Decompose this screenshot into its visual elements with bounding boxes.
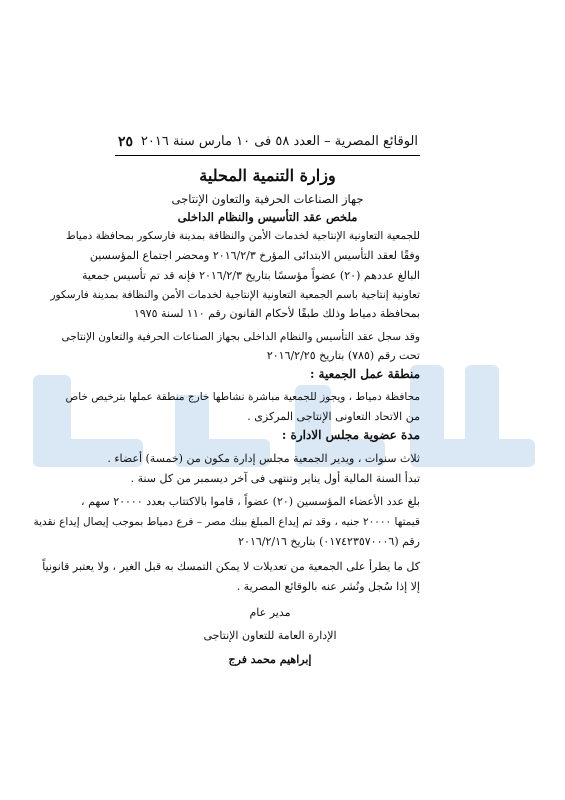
header-rule [115, 155, 420, 156]
body-line: بلغ عدد الأعضاء المؤسسين (٢٠) عضواً ، قاموا بالاكتتاب بعدد ٢٠٠٠٠ سهم ، [81, 495, 420, 508]
body-line: محافظة دمياط ، ويجوز للجمعية مباشرة نشاطها خارج منطقة عملها بترخيص خاص [65, 391, 420, 403]
body-line: بمحافظة دمياط وذلك طبقًا لأحكام القانون رقم ١١٠ لسنة ١٩٧٥ [133, 307, 420, 320]
page-number: ٢٥ [118, 134, 134, 150]
body-line: قيمتها ٢٠٠٠٠ جنيه ، وقد تم إيداع المبلغ ببنك مصر – فرع دمياط بموجب إيصال إيداع نقدية [33, 516, 420, 528]
body-line: من الاتحاد التعاونى الإنتاجى المركزى . [247, 410, 420, 423]
body-line: وفقًا لعقد التأسيس الابتدائى المؤرخ ٢٠١٦/٢/٣ ومحضر اجتماع المؤسسين [89, 249, 420, 262]
body-line: ثلاث سنوات ، ويدير الجمعية مجلس إدارة مكون من (خمسة) أعضاء . [107, 452, 420, 465]
body-line: وقد سجل عقد التأسيس والنظام الداخلى بجهاز الصناعات الحرفية والتعاون الإنتاجى [61, 331, 420, 343]
body-line: تبدأ السنة المالية أول يناير وتنتهى فى آخر ديسمبر من كل سنة . [130, 472, 420, 485]
association-name: للجمعية التعاونية الإنتاجية لخدمات الأمن والنظافة بمدينة فارسكور بمحافظة دمياط [65, 230, 420, 242]
authority-name: جهاز الصناعات الحرفية والتعاون الإنتاجى [171, 192, 364, 206]
document-title: ملخص عقد التأسيس والنظام الداخلى [177, 210, 358, 224]
section-heading-board-term: مدة عضوية مجلس الادارة : [281, 428, 420, 442]
signature-title: مدير عام [249, 606, 291, 619]
body-line: تعاونية إنتاجية باسم الجمعية التعاونية الإنتاجية لخدمات الأمن والنظافة بمدينة فارسكور [50, 289, 420, 301]
body-line: البالغ عددهم (٢٠) عضواً مؤسسًا بتاريخ ٢٠١٦/٢/٣ فإنه قد تم تأسيس جمعية [81, 269, 420, 282]
body-line: كل ما يطرأ على الجمعية من تعديلات لا يمكن التمسك به قبل الغير ، ولا يعتبر قانونياً [42, 560, 420, 573]
body-line: رقم (٠١٧٤٢٣٥٧٠٠٠٦) بتاريخ ٢٠١٦/٢/١٦ [238, 535, 420, 548]
signature-department: الإدارة العامة للتعاون الإنتاجى [203, 629, 337, 642]
page-header [118, 132, 418, 154]
signatory-name: إبراهيم محمد فرج [228, 653, 312, 666]
body-line: إلا إذا سُجل ونُشر عنه بالوقائع المصرية . [236, 580, 420, 593]
section-heading-work-area: منطقة عمل الجمعية : [309, 367, 420, 381]
gazette-title: الوقائع المصرية – العدد ٥٨ فى ١٠ مارس سنة ٢٠١٦ [140, 134, 418, 149]
body-line: تحت رقم (٧٨٥) بتاريخ ٢٠١٦/٢/٢٥ [266, 349, 420, 362]
ministry-title: وزارة التنمية المحلية [199, 166, 336, 185]
